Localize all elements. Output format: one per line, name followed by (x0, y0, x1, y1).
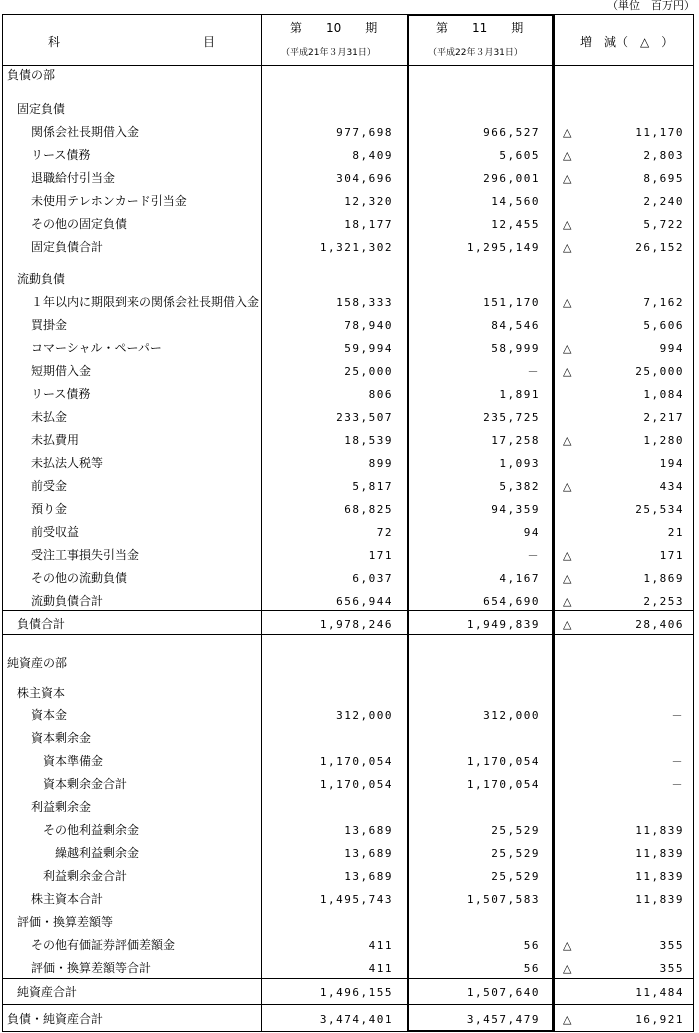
row-label: 未使用テレホンカード引当金 (31, 194, 187, 208)
period-11-value: 5,605 (499, 149, 540, 162)
table-row (3, 452, 693, 475)
decrease-marker: △ (563, 172, 572, 185)
decrease-marker: △ (563, 962, 572, 975)
table-row (3, 521, 693, 544)
period-11-value: 56 (523, 962, 540, 975)
change-value: 355 (659, 939, 684, 952)
period-11-value: 312,000 (483, 709, 540, 722)
period-11-value: － (527, 549, 540, 562)
row-label: 未払費用 (31, 433, 80, 447)
row-label: リース債務 (31, 387, 91, 401)
table-row (3, 682, 693, 705)
header-period-11-date: （平成22年３月31日） (428, 48, 523, 58)
period-10-value: 25,000 (344, 365, 393, 378)
change-value: 8,695 (643, 172, 684, 185)
row-label: 負債の部 (7, 68, 56, 82)
decrease-marker: △ (563, 296, 572, 309)
row-label: 退職給付引当金 (31, 171, 116, 185)
table-row (3, 704, 693, 727)
period-11-value: 654,690 (483, 595, 540, 608)
change-value: 25,534 (635, 503, 684, 516)
change-value: 5,722 (643, 218, 684, 231)
period-10-value: 304,696 (336, 172, 393, 185)
table-row (3, 498, 693, 521)
row-label: 負債合計 (17, 617, 66, 631)
decrease-marker: △ (563, 149, 572, 162)
change-value: 355 (659, 962, 684, 975)
table-row (3, 406, 693, 429)
period-11-value: 151,170 (483, 296, 540, 309)
row-label: 固定負債合計 (31, 240, 104, 254)
period-10-value: 1,495,743 (319, 893, 393, 906)
row-label: 未払金 (31, 410, 68, 424)
change-value: 21 (667, 526, 684, 539)
table-row (3, 268, 693, 291)
change-value: 1,084 (643, 388, 684, 401)
decrease-marker: △ (563, 342, 572, 355)
row-label: 未払法人税等 (31, 456, 104, 470)
change-value: 2,217 (643, 411, 684, 424)
decrease-marker: △ (563, 939, 572, 952)
row-label: リース債務 (31, 148, 91, 162)
table-row (3, 652, 693, 675)
table-row (3, 773, 693, 796)
row-label: その他の流動負債 (31, 571, 128, 585)
row-label: 株主資本 (17, 686, 66, 700)
period-11-value: 1,170,054 (466, 778, 540, 791)
period-10-value: 78,940 (344, 319, 393, 332)
period-10-value: 3,474,401 (319, 1013, 393, 1026)
row-label: 固定負債 (17, 102, 66, 116)
header-subject-b: 目 (203, 35, 216, 49)
decrease-marker: △ (563, 549, 572, 562)
period-10-value: 68,825 (344, 503, 393, 516)
period-10-value: 13,689 (344, 847, 393, 860)
period-10-value: 72 (376, 526, 393, 539)
period-11-value: 4,167 (499, 572, 540, 585)
row-label: 受注工事損失引当金 (31, 548, 140, 562)
period-11-value: 5,382 (499, 480, 540, 493)
period-10-value: 1,321,302 (319, 241, 393, 254)
table-row (3, 911, 693, 934)
table-row (3, 957, 693, 980)
table-row (3, 98, 693, 121)
change-value: － (671, 755, 684, 768)
period-10-value: 13,689 (344, 824, 393, 837)
change-value: 171 (659, 549, 684, 562)
row-label: 利益剰余金 (31, 800, 92, 814)
period-11-value: 58,999 (491, 342, 540, 355)
row-label: 短期借入金 (31, 364, 92, 378)
decrease-marker: △ (563, 572, 572, 585)
period-10-value: 158,333 (336, 296, 393, 309)
table-row (3, 1008, 693, 1031)
change-value: 2,803 (643, 149, 684, 162)
row-label: 前受収益 (31, 525, 80, 539)
row-label: 資本剰余金合計 (43, 777, 128, 791)
period-10-value: 171 (368, 549, 393, 562)
table-row (3, 727, 693, 750)
change-value: － (671, 709, 684, 722)
period-10-value: 233,507 (336, 411, 393, 424)
change-value: 994 (659, 342, 684, 355)
change-value: 11,170 (635, 126, 684, 139)
period-10-value: 6,037 (352, 572, 393, 585)
period-11-value: 1,295,149 (466, 241, 540, 254)
change-value: 5,606 (643, 319, 684, 332)
table-row (3, 567, 693, 590)
row-label: コマーシャル・ペーパー (31, 341, 162, 355)
decrease-marker: △ (563, 480, 572, 493)
row-label: 前受金 (31, 479, 68, 493)
row-label: 預り金 (31, 502, 68, 516)
period-11-value: 84,546 (491, 319, 540, 332)
row-label: その他の固定負債 (31, 217, 128, 231)
period-11-value: 1,949,839 (466, 618, 540, 631)
period-10-value: 18,539 (344, 434, 393, 447)
row-label: その他利益剰余金 (43, 823, 140, 837)
period-10-value: 312,000 (336, 709, 393, 722)
change-value: 1,869 (643, 572, 684, 585)
period-11-value: 94 (523, 526, 540, 539)
header-period-10: 第 10 期 (290, 21, 378, 35)
header-subject-a: 科 (48, 35, 61, 49)
table-row (3, 750, 693, 773)
period-10-value: 1,978,246 (319, 618, 393, 631)
period-11-value: 25,529 (491, 824, 540, 837)
period-11-value: 12,455 (491, 218, 540, 231)
balance-sheet-table (2, 14, 694, 1032)
decrease-marker: △ (563, 1013, 572, 1026)
decrease-marker: △ (563, 218, 572, 231)
change-value: 2,253 (643, 595, 684, 608)
decrease-marker: △ (563, 618, 572, 631)
change-value: 28,406 (635, 618, 684, 631)
period-10-value: 59,994 (344, 342, 393, 355)
period-11-value: 966,527 (483, 126, 540, 139)
table-row (3, 613, 693, 636)
change-value: 16,921 (635, 1013, 684, 1026)
period-10-value: 13,689 (344, 870, 393, 883)
period-11-value: － (527, 365, 540, 378)
row-label: 負債・純資産合計 (7, 1012, 104, 1026)
table-row (3, 590, 693, 613)
table-row (3, 314, 693, 337)
table-row (3, 544, 693, 567)
period-10-value: 8,409 (352, 149, 393, 162)
period-10-value: 656,944 (336, 595, 393, 608)
change-value: 11,839 (635, 870, 684, 883)
row-label: １年以内に期限到来の関係会社長期借入金 (31, 295, 260, 309)
table-row (3, 865, 693, 888)
table-row (3, 475, 693, 498)
table-row (3, 291, 693, 314)
row-label: 買掛金 (31, 318, 68, 332)
period-11-value: 1,507,583 (466, 893, 540, 906)
period-10-value: 18,177 (344, 218, 393, 231)
table-row (3, 888, 693, 911)
change-value: 7,162 (643, 296, 684, 309)
table-row (3, 360, 693, 383)
row-label: 純資産合計 (17, 985, 78, 999)
period-10-value: 977,698 (336, 126, 393, 139)
period-11-value: 296,001 (483, 172, 540, 185)
table-row (3, 213, 693, 236)
period-10-value: 12,320 (344, 195, 393, 208)
change-value: － (671, 778, 684, 791)
header-change: 増 減（ △ ） (580, 35, 674, 49)
row-label: 評価・換算差額等 (17, 915, 114, 929)
period-11-value: 17,258 (491, 434, 540, 447)
table-row (3, 429, 693, 452)
table-row (3, 934, 693, 957)
row-label: 利益剰余金合計 (43, 869, 128, 883)
table-row (3, 121, 693, 144)
period-11-value: 56 (523, 939, 540, 952)
row-label: その他有価証券評価差額金 (31, 938, 176, 952)
row-label: 資本準備金 (43, 754, 104, 768)
row-label: 繰越利益剰余金 (55, 846, 140, 860)
table-row (3, 981, 693, 1004)
row-label: 流動負債合計 (31, 594, 104, 608)
table-row (3, 144, 693, 167)
period-11-value: 25,529 (491, 870, 540, 883)
change-value: 11,839 (635, 893, 684, 906)
table-row (3, 819, 693, 842)
period-10-value: 806 (368, 388, 393, 401)
table-row (3, 64, 693, 87)
table-row (3, 190, 693, 213)
change-value: 11,839 (635, 824, 684, 837)
period-10-value: 411 (368, 939, 393, 952)
period-11-value: 1,170,054 (466, 755, 540, 768)
table-row (3, 842, 693, 865)
period-11-value: 1,891 (499, 388, 540, 401)
period-11-value: 235,725 (483, 411, 540, 424)
row-label: 評価・換算差額等合計 (31, 961, 152, 975)
decrease-marker: △ (563, 434, 572, 447)
decrease-marker: △ (563, 241, 572, 254)
period-10-value: 1,496,155 (319, 986, 393, 999)
change-value: 26,152 (635, 241, 684, 254)
decrease-marker: △ (563, 365, 572, 378)
change-value: 1,280 (643, 434, 684, 447)
header-period-11: 第 11 期 (436, 21, 524, 35)
row-label: 資本剰余金 (31, 731, 92, 745)
section-divider (3, 1004, 693, 1005)
change-value: 25,000 (635, 365, 684, 378)
table-row (3, 167, 693, 190)
row-label: 資本金 (31, 708, 68, 722)
decrease-marker: △ (563, 595, 572, 608)
change-value: 2,240 (643, 195, 684, 208)
period-10-value: 1,170,054 (319, 778, 393, 791)
row-label: 純資産の部 (7, 656, 68, 670)
row-label: 流動負債 (17, 272, 66, 286)
change-value: 434 (659, 480, 684, 493)
change-value: 11,484 (635, 986, 684, 999)
table-row (3, 236, 693, 259)
decrease-marker: △ (563, 126, 572, 139)
change-value: 194 (659, 457, 684, 470)
period-11-value: 14,560 (491, 195, 540, 208)
table-row (3, 337, 693, 360)
period-11-value: 3,457,479 (466, 1013, 540, 1026)
period-11-value: 1,093 (499, 457, 540, 470)
change-value: 11,839 (635, 847, 684, 860)
period-11-value: 25,529 (491, 847, 540, 860)
period-10-value: 899 (368, 457, 393, 470)
period-11-value: 94,359 (491, 503, 540, 516)
period-10-value: 5,817 (352, 480, 393, 493)
row-label: 関係会社長期借入金 (31, 125, 140, 139)
period-11-value: 1,507,640 (466, 986, 540, 999)
period-10-value: 411 (368, 962, 393, 975)
table-row (3, 796, 693, 819)
header-period-10-date: （平成21年３月31日） (281, 48, 376, 58)
period-10-value: 1,170,054 (319, 755, 393, 768)
table-row (3, 383, 693, 406)
row-label: 株主資本合計 (31, 892, 104, 906)
unit-note: （単位 百万円） (607, 0, 695, 12)
